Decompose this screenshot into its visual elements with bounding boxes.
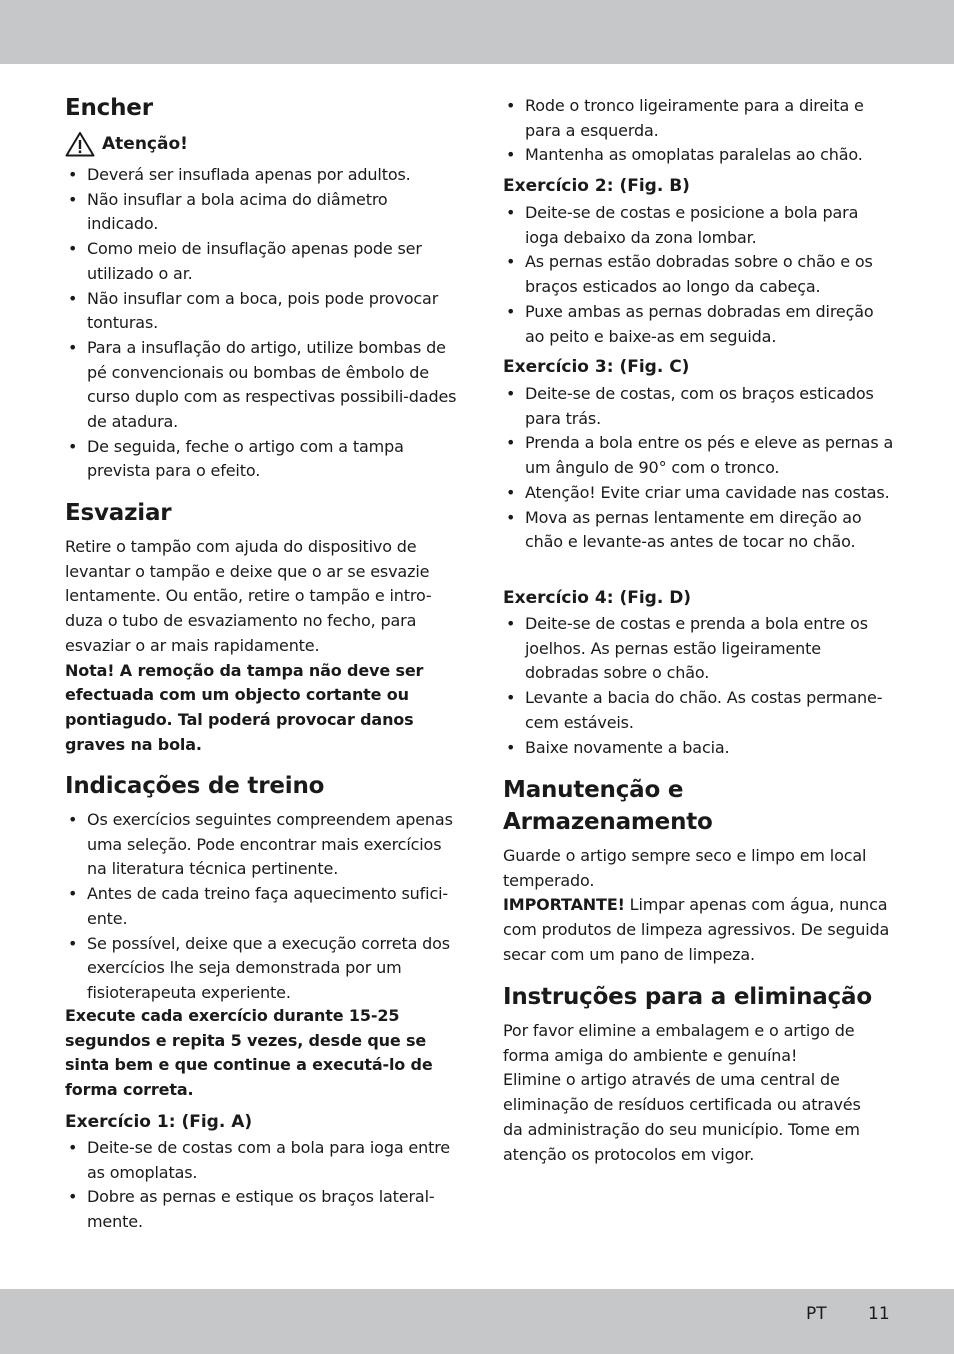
warning-icon	[65, 131, 95, 157]
exercise-2-list	[503, 201, 895, 349]
list-item: • Se possível, deixe que a execução correta dos exercícios lhe seja demonstrada por um fisioterapeuta experiente.	[65, 932, 455, 1006]
list-item: • Deite-se de costas e prenda a bola entre os joelhos. As pernas estão ligeiramente dobradas sobre o chão.	[503, 612, 895, 686]
list-item: • Deite-se de costas e posicione a bola para ioga debaixo da zona lombar.	[503, 201, 895, 250]
eliminacao-text-2: Elimine o artigo através de uma central de eliminação de resíduos certificada ou através da administração do seu município. Tome em atenção os protocolos em vigor.	[503, 1070, 861, 1164]
list-item: • Mova as pernas lentamente em direção ao chão e levante-as antes de tocar no chão.	[503, 506, 895, 555]
list-item: • Para a insuflação do artigo, utilize bombas de pé convencionais ou bombas de êmbolo de curso duplo com as respectivas possibili-dades de atadura.	[65, 336, 460, 435]
attention-row	[65, 131, 188, 157]
esvaziar-note: Nota! A remoção da tampa não deve ser efectuada com um objecto cortante ou pontiagudo. Tal poderá provocar danos graves na bola.	[65, 660, 424, 754]
section-title: Indicações de treino	[65, 773, 325, 799]
list-item: • Atenção! Evite criar uma cavidade nas costas.	[503, 481, 895, 506]
header-bar	[0, 0, 954, 64]
section-title: Encher	[65, 95, 153, 121]
list-item: • Dobre as pernas e estique os braços lateral-mente.	[65, 1185, 455, 1234]
manutencao-text: Guarde o artigo sempre seco e limpo em local temperado.	[503, 846, 867, 890]
list-item: • Os exercícios seguintes compreendem apenas uma seleção. Pode encontrar mais exercícios na literatura técnica pertinente.	[65, 808, 455, 882]
treino-list	[65, 808, 455, 1006]
list-item: • Antes de cada treino faça aquecimento sufici-ente.	[65, 882, 455, 931]
exercise-3-title: Exercício 3: (Fig. C)	[503, 357, 690, 377]
list-item: • Deite-se de costas com a bola para ioga entre as omoplatas.	[65, 1136, 455, 1185]
list-item: • Deverá ser insuflada apenas por adultos.	[65, 163, 460, 188]
exercise-3-list	[503, 382, 895, 555]
exercise-4-title: Exercício 4: (Fig. D)	[503, 588, 692, 608]
treino-bold-note: Execute cada exercício durante 15-25 segundos e repita 5 vezes, desde que se sinta bem e que continue a executá-lo de forma correta.	[65, 1006, 433, 1100]
section-title: Instruções para a eliminação	[503, 984, 872, 1010]
list-item: • Deite-se de costas, com os braços esticados para trás.	[503, 382, 895, 431]
list-item: • Rode o tronco ligeiramente para a direita e para a esquerda.	[503, 94, 895, 143]
section-encher	[65, 92, 460, 124]
list-item: • Não insuflar com a boca, pois pode provocar tonturas.	[65, 287, 460, 336]
list-item: • Prenda a bola entre os pés e eleve as pernas a um ângulo de 90° com o tronco.	[503, 431, 895, 480]
list-item: • Baixe novamente a bacia.	[503, 736, 895, 761]
list-item: • Como meio de insuflação apenas pode ser utilizado o ar.	[65, 237, 460, 286]
list-item: • Não insuflar a bola acima do diâmetro indicado.	[65, 188, 460, 237]
page-number: 11	[868, 1304, 890, 1324]
exercise-4-list	[503, 612, 895, 760]
section-title: Manutenção e Armazenamento	[503, 777, 713, 835]
exercise-1-list	[65, 1136, 455, 1235]
important-text: Limpar apenas com água, nunca com produtos de limpeza agressivos. De seguida secar com um pano de limpeza.	[503, 895, 890, 964]
important-label: IMPORTANTE!	[503, 895, 625, 915]
esvaziar-text: Retire o tampão com ajuda do dispositivo de levantar o tampão e deixe que o ar se esvazie lentamente. Ou então, retire o tampão e intro-duza o tubo de esvaziamento no fecho, para esvaziar o ar mais rapidamente.	[65, 537, 432, 655]
attention-label: Atenção!	[102, 134, 188, 154]
section-eliminacao	[503, 981, 895, 1013]
section-title: Esvaziar	[65, 500, 172, 526]
eliminacao-text-1: Por favor elimine a embalagem e o artigo de forma amiga do ambiente e genuína!	[503, 1021, 855, 1065]
exercise-1-list-cont	[503, 94, 895, 168]
encher-list	[65, 163, 460, 484]
list-item: • Puxe ambas as pernas dobradas em direção ao peito e baixe-as em seguida.	[503, 300, 895, 349]
manutencao-important	[503, 893, 891, 967]
list-item: • As pernas estão dobradas sobre o chão e os braços esticados ao longo da cabeça.	[503, 250, 895, 299]
section-manutencao	[503, 774, 763, 838]
exercise-1-title: Exercício 1: (Fig. A)	[65, 1112, 253, 1132]
section-esvaziar	[65, 497, 460, 529]
exercise-2-title: Exercício 2: (Fig. B)	[503, 176, 690, 196]
language-code: PT	[806, 1304, 827, 1324]
list-item: • Mantenha as omoplatas paralelas ao chão.	[503, 143, 895, 168]
list-item: • Levante a bacia do chão. As costas permane-cem estáveis.	[503, 686, 895, 735]
section-treino	[65, 770, 460, 802]
list-item: • De seguida, feche o artigo com a tampa prevista para o efeito.	[65, 435, 460, 484]
